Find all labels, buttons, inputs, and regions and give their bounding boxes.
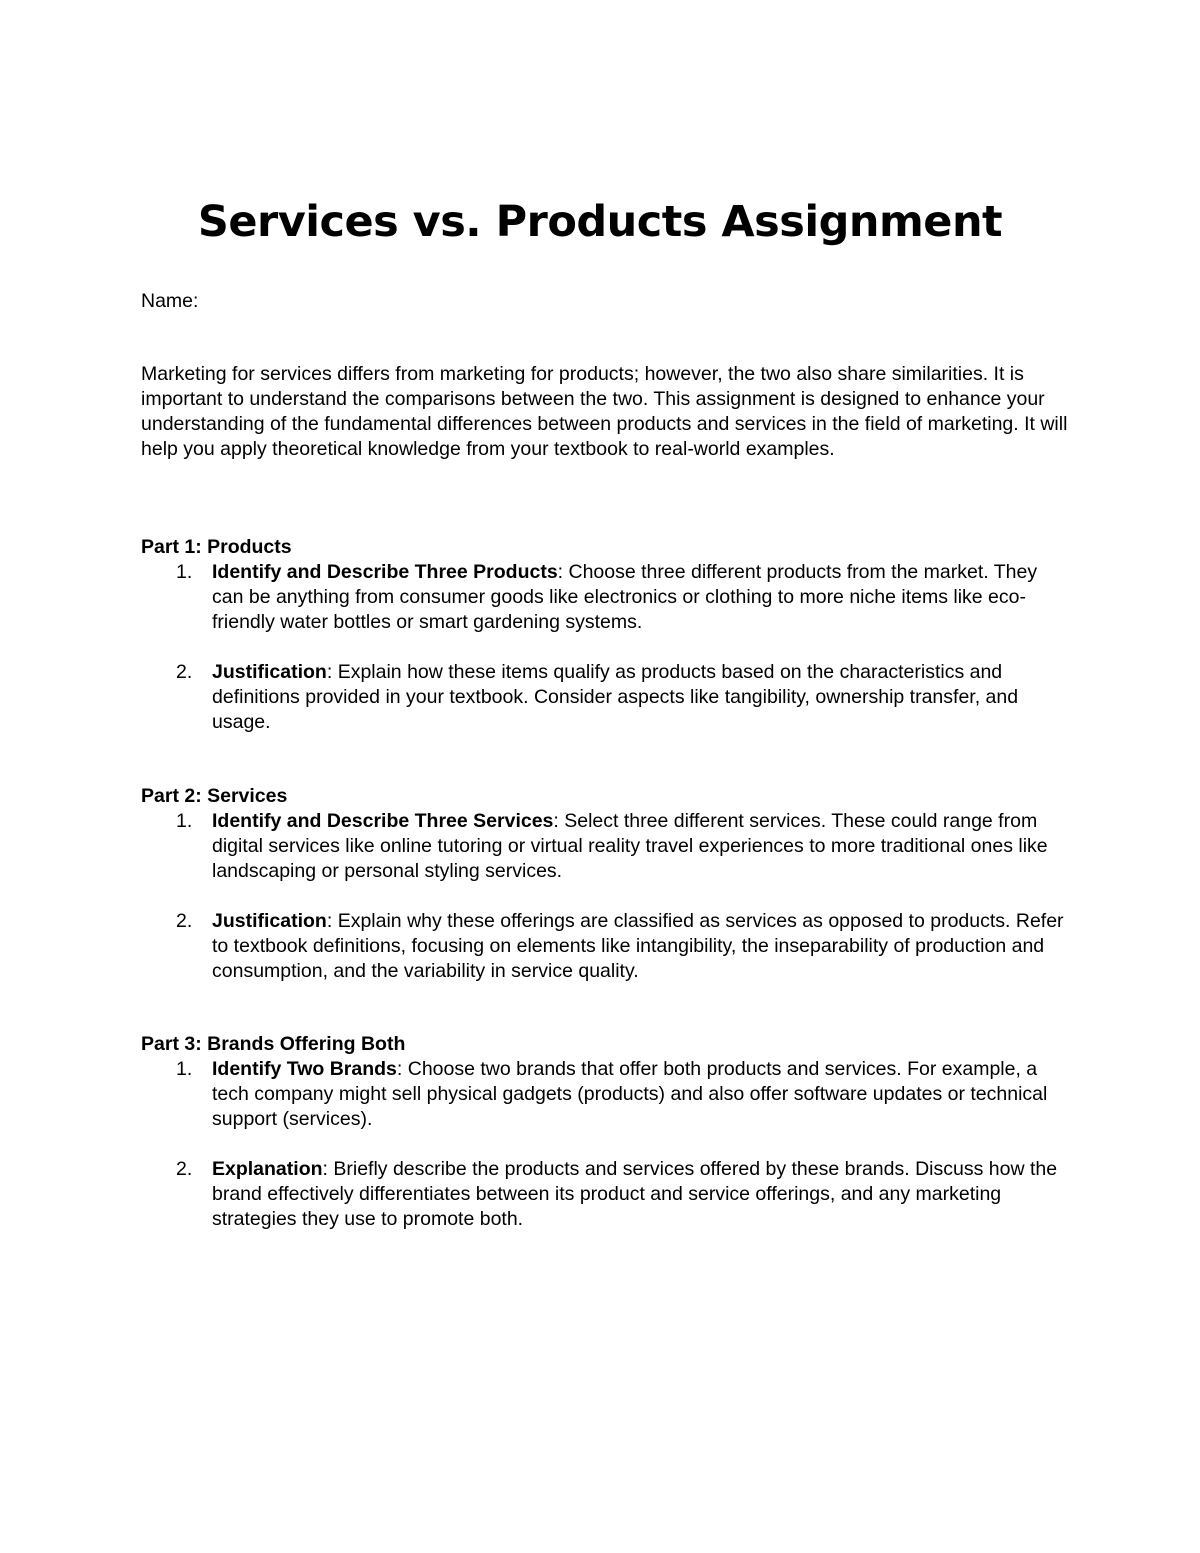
list-item bbox=[141, 809, 1071, 884]
part-2-section bbox=[141, 784, 1071, 984]
list-item bbox=[141, 1157, 1071, 1232]
list-item-lead: Justification bbox=[212, 661, 327, 683]
list-item-text: : Select three different services. These could range from digital services like online tutoring or virtual reality travel experiences to more traditional ones like landscaping or personal styling services. bbox=[212, 810, 1048, 882]
list-item-lead: Identify Two Brands bbox=[212, 1058, 397, 1080]
list-item-number: 2. bbox=[176, 661, 193, 683]
part-2-heading: Part 2: Services bbox=[141, 785, 288, 807]
part-3-heading: Part 3: Brands Offering Both bbox=[141, 1033, 406, 1055]
list-item-text: : Choose three different products from the market. They can be anything from consumer goods like electronics or clothing to more niche items like eco-friendly water bottles or smart gardening systems. bbox=[212, 561, 1038, 633]
part-1-heading: Part 1: Products bbox=[141, 536, 292, 558]
list-item-lead: Identify and Describe Three Services bbox=[212, 810, 554, 832]
list-item-lead: Justification bbox=[212, 910, 327, 932]
list-item-lead: Explanation bbox=[212, 1158, 323, 1180]
list-item bbox=[141, 1057, 1071, 1132]
list-item bbox=[141, 909, 1071, 984]
list-item-number: 1. bbox=[176, 1058, 193, 1080]
part-1-list bbox=[141, 560, 1071, 735]
list-item-text: : Explain how these items qualify as products based on the characteristics and definitions provided in your textbook. Consider aspects like tangibility, ownership transfer, and usage. bbox=[212, 661, 1019, 733]
list-item-number: 1. bbox=[176, 810, 193, 832]
list-item bbox=[141, 660, 1071, 735]
name-label: Name: bbox=[141, 290, 199, 312]
list-item-text: : Briefly describe the products and services offered by these brands. Discuss how the brand effectively differentiates between its product and service offerings, and any marketing strategies they use to promote both. bbox=[212, 1158, 1058, 1230]
list-item bbox=[141, 560, 1071, 635]
list-item-lead: Identify and Describe Three Products bbox=[212, 561, 558, 583]
intro-paragraph: Marketing for services differs from marketing for products; however, the two also share similarities. It is important to understand the comparisons between the two. This assignment is designed to enhance your understanding of the fundamental differences between products and services in the field of marketing. It will help you apply theoretical knowledge from your textbook to real-world examples. bbox=[141, 363, 1068, 460]
part-2-list bbox=[141, 809, 1071, 984]
document-title: Services vs. Products Assignment bbox=[197, 197, 1003, 247]
list-item-text: : Choose two brands that offer both products and services. For example, a tech company might sell physical gadgets (products) and also offer software updates or technical support (services). bbox=[212, 1058, 1048, 1130]
list-item-number: 2. bbox=[176, 910, 193, 932]
list-item-text: : Explain why these offerings are classified as services as opposed to products. Refer to textbook definitions, focusing on elements like intangibility, the inseparability of production and consumption, and the variability in service quality. bbox=[212, 910, 1064, 982]
part-3-section bbox=[141, 1032, 1071, 1232]
list-item-number: 1. bbox=[176, 561, 193, 583]
list-item-number: 2. bbox=[176, 1158, 193, 1180]
part-1-section bbox=[141, 535, 1071, 735]
part-3-list bbox=[141, 1057, 1071, 1232]
